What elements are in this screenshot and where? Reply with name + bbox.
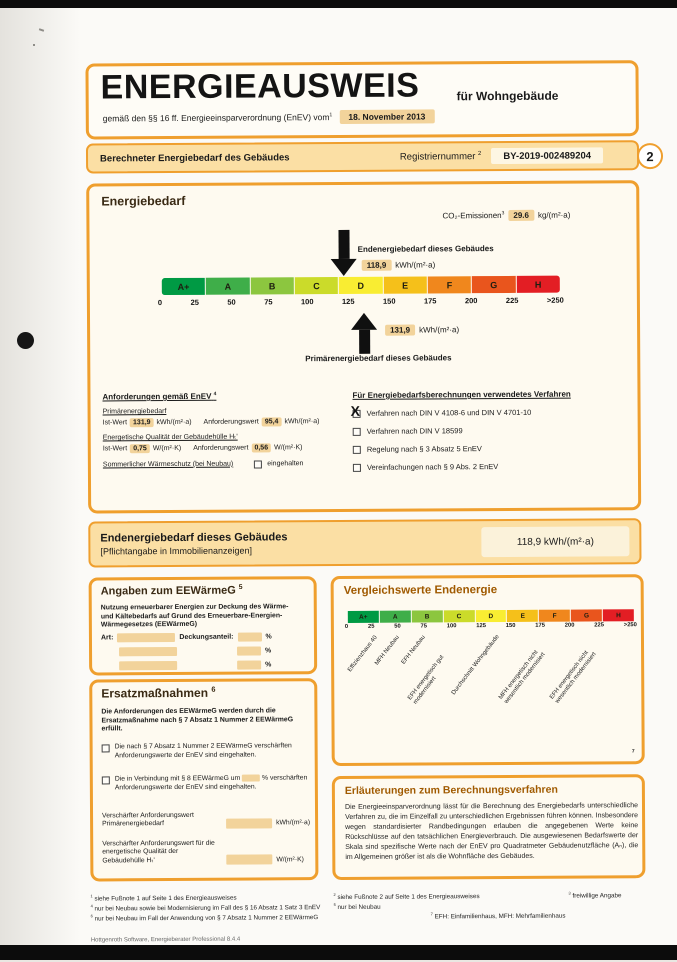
tick-label: 75 <box>421 623 427 629</box>
eingehalten-label: eingehalten <box>267 460 303 467</box>
scale-segment <box>348 611 379 623</box>
tick-label: >250 <box>547 296 564 305</box>
eewaermeg-footnote-marker: 5 <box>239 584 243 591</box>
requirement-unit: W/(m²·K) <box>276 856 304 865</box>
registry-bar <box>86 140 639 173</box>
requirement-value-field[interactable] <box>226 855 272 865</box>
erlaeuterungen-section <box>332 774 646 880</box>
requirements-footnote-marker: 4 <box>214 392 217 397</box>
tick-label: 100 <box>447 623 457 629</box>
scale-segment <box>539 610 570 622</box>
art-input-field[interactable] <box>119 647 177 656</box>
vergleichswerte-section <box>331 574 645 766</box>
section-title-ersatzmassnahmen <box>101 686 215 701</box>
ersatz-checkbox[interactable] <box>102 776 110 784</box>
scale-letter: F <box>553 612 557 619</box>
comparison-label: EFH energetisch nicht wesentlich modernisiert <box>549 633 609 705</box>
arrow-shaft <box>359 330 370 354</box>
requirement-label: Verschärfter Anforderungswert Primärenergiebedarf <box>102 812 222 830</box>
footnote-1 <box>91 895 237 903</box>
tightened-requirement-envelope <box>102 839 312 866</box>
section-title-eewaermeg <box>101 585 243 598</box>
eingehalten-checkbox[interactable] <box>254 460 262 468</box>
tick-label: 200 <box>565 623 575 629</box>
tick-label: 25 <box>191 298 199 307</box>
ersatz-footnote-marker: 6 <box>211 685 215 694</box>
scale-segment <box>472 276 515 293</box>
erlaeuterungen-body: Die Energieeinsparverordnung lässt für die Berechnung des Energiebedarfs unterschiedliche Verfahren zu, die im Einzelfall zu unterschiedlichen Ergebnissen führen können. Insbesondere wegen standardisierter Randbedingungen erlauben die angegebenen Werte keine Rückschlüsse auf den tatsächlichen Energieverbrauch. Die ausgewiesenen Bedarfswerte der Skala sind spezifische Werte nach der EnEV pro Quadratmeter Gebäudenutzfläche (Aₙ), die im Allgemeinen größer ist als die Wohnfläche des Gebäudes. <box>345 801 638 862</box>
option2-text-pre: Die in Verbindung mit § 8 EEWärmeG um <box>115 775 240 783</box>
scale-letter: E <box>521 612 525 619</box>
tick-label: 175 <box>424 296 437 305</box>
scale-segment <box>428 276 471 293</box>
primary-energy-value-line <box>385 324 459 335</box>
scale-segment <box>295 277 338 294</box>
ist-value: 0,75 <box>130 444 150 453</box>
tick-label: 225 <box>594 622 604 628</box>
footnote-2 <box>334 893 480 901</box>
art-label: Art: <box>101 634 113 641</box>
scale-letter: G <box>490 280 497 290</box>
registry-number-label <box>400 151 481 162</box>
ersatz-option-2 <box>102 774 308 793</box>
method-option <box>353 443 629 454</box>
software-credit: Hottgenroth Software, Energieberater Professional 8.4.4 <box>91 937 240 944</box>
co2-value: 29.6 <box>508 210 534 221</box>
percent-sign: % <box>265 633 271 640</box>
scale-tick-labels <box>158 296 564 307</box>
tick-label: 100 <box>301 297 314 306</box>
requirement-row1-values <box>103 417 349 428</box>
requirement-label: Verschärfter Anforderungswert für die energetische Qualität der Gebäudehülle Hₜ' <box>102 840 222 866</box>
scale-letter: H <box>535 279 542 289</box>
footnote-marker: 3 <box>569 890 571 895</box>
footnote-marker: 7 <box>431 911 433 916</box>
page-number-badge: 2 <box>637 143 663 169</box>
tightened-requirement-primary <box>102 811 312 829</box>
method-option <box>353 425 629 436</box>
eewaermeg-row <box>101 646 311 656</box>
share-input-field[interactable] <box>237 646 261 655</box>
method-option <box>353 461 629 472</box>
method-checkbox[interactable] <box>353 427 361 435</box>
calculation-methods-column <box>352 389 629 481</box>
end-energy-arrow-label: Endenergiebedarf dieses Gebäudes <box>358 244 494 254</box>
law-reference-line <box>103 109 435 125</box>
requirement-value-field[interactable] <box>226 818 272 828</box>
footnote-text: nur bei Neubau sowie bei Modernisierung im Fall des § 16 Absatz 1 Satz 3 EnEV <box>95 904 321 912</box>
checkbox-x-mark: X <box>351 403 360 417</box>
scale-segment <box>250 277 293 294</box>
footnote-marker: 2 <box>334 892 336 897</box>
tick-label: 0 <box>158 298 162 307</box>
footnote-7 <box>431 913 566 921</box>
footnote-5 <box>334 904 381 911</box>
energy-efficiency-scale <box>162 276 560 295</box>
scale-letter: F <box>447 280 453 290</box>
deckungsanteil-label: Deckungsanteil: <box>179 634 233 641</box>
anforderung-unit: kWh/(m²·a) <box>284 418 319 425</box>
scale-letter: C <box>313 281 320 291</box>
scale-letter: H <box>616 612 621 619</box>
comparison-label: EFH Neubau <box>401 634 428 666</box>
method-checkbox[interactable] <box>353 409 361 417</box>
footnote-text: nur bei Neubau <box>338 904 381 911</box>
tick-label: 50 <box>394 624 400 630</box>
primary-energy-value: 131,9 <box>385 325 415 336</box>
share-input-field[interactable] <box>237 660 261 669</box>
eewaermeg-intro: Nutzung erneuerbarer Energien zur Deckung des Wärme- und Kältebedarfs auf Grund des Erneuerbare-Energien-Wärmegesetzes (EEWärmeG) <box>101 603 295 630</box>
arrow-head <box>351 313 377 330</box>
scale-segment <box>475 610 506 622</box>
certificate-type-label: Berechneter Energiebedarf des Gebäudes <box>100 151 390 164</box>
option2-text-post: % verschärften Anforderungswerte der EnEV sind eingehalten. <box>115 774 308 791</box>
section-title-vergleichswerte: Vergleichswerte Endenergie <box>344 584 497 597</box>
footnote-3 <box>569 892 622 899</box>
vergleich-footnote-marker <box>632 749 635 758</box>
percent-sign: % <box>265 647 271 654</box>
ersatz-title-text: Ersatzmaßnahmen <box>101 686 208 701</box>
method-checkbox[interactable] <box>353 445 361 453</box>
tick-label: 225 <box>506 296 519 305</box>
percent-input-field[interactable] <box>242 774 260 781</box>
summer-label: Sommerlicher Wärmeschutz (bei Neubau) <box>103 460 233 468</box>
methods-title: Für Energiebedarfsberechnungen verwendetes Verfahren <box>352 389 628 400</box>
comparison-scale <box>348 609 634 623</box>
end-energy-summary-subtitle: [Pflichtangabe in Immobilienanzeigen] <box>100 544 481 556</box>
eewaermeg-title-text: Angaben zum EEWärmeG <box>101 585 236 598</box>
comparison-label: MFH Neubau <box>374 635 401 667</box>
energiebedarf-section <box>86 180 641 513</box>
footnote-text: EFH: Einfamilienhaus, MFH: Mehrfamilienhaus <box>435 913 566 921</box>
footnotes-block <box>91 892 647 927</box>
scale-segment <box>443 610 474 622</box>
summer-heat-protection-row <box>103 459 349 469</box>
scale-letter: A <box>393 613 398 620</box>
method-label: Regelung nach § 3 Absatz 5 EnEV <box>367 444 482 454</box>
art-input-field[interactable] <box>117 633 175 642</box>
tick-label: 175 <box>535 623 545 629</box>
registry-label-text: Registriernummer <box>400 151 476 162</box>
tick-label: 125 <box>342 297 355 306</box>
ist-unit: W/(m²·K) <box>153 445 181 452</box>
method-checkbox[interactable] <box>353 463 361 471</box>
end-energy-summary-bar <box>88 518 641 567</box>
tick-label: 150 <box>506 623 516 629</box>
issue-date-value: 18. November 2013 <box>339 109 434 124</box>
primary-energy-unit: kWh/(m²·a) <box>419 325 459 334</box>
comparison-tick-labels <box>345 622 637 630</box>
eewaermeg-section <box>89 576 318 675</box>
anforderung-label: Anforderungswert <box>204 418 259 425</box>
end-energy-value-line <box>362 259 436 270</box>
art-input-field[interactable] <box>119 661 177 670</box>
scale-letter: D <box>357 280 364 290</box>
method-option <box>353 407 629 418</box>
share-input-field[interactable] <box>237 632 261 641</box>
ersatz-checkbox[interactable] <box>102 744 110 752</box>
scale-letter: E <box>402 280 408 290</box>
scale-segment <box>412 610 443 622</box>
footnote-4 <box>91 904 321 912</box>
tick-label: 125 <box>476 623 486 629</box>
end-energy-value: 118,9 <box>362 260 392 271</box>
scale-letter: A+ <box>359 613 368 620</box>
tick-label: 200 <box>465 296 478 305</box>
footnote-marker: 6 <box>91 913 93 918</box>
scale-letter: A+ <box>178 281 190 291</box>
anforderung-unit: W/(m²·K) <box>274 444 302 451</box>
footnote-marker: 4 <box>91 903 93 908</box>
scale-letter: A <box>225 281 232 291</box>
scale-segment <box>339 277 382 294</box>
co2-label-text: CO₂-Emissionen <box>442 211 501 220</box>
tick-label: >250 <box>624 622 637 628</box>
footnote-marker: 1 <box>91 893 93 898</box>
law-footnote-marker: 1 <box>329 112 332 118</box>
eewaermeg-row <box>101 660 311 670</box>
footnote-text: siehe Fußnote 1 auf Seite 1 des Energieausweises <box>94 895 236 903</box>
footnote-text: nur bei Neubau im Fall der Anwendung von § 7 Absatz 1 Nummer 2 EEWärmeG <box>95 914 319 922</box>
scale-segment <box>516 276 559 293</box>
co2-label <box>442 211 504 220</box>
tick-label: 75 <box>264 297 272 306</box>
enev-requirements-column <box>102 391 348 469</box>
ersatz-option-label <box>115 774 308 793</box>
ist-label: Ist-Wert <box>103 445 127 452</box>
requirement-row2-values <box>103 443 349 454</box>
comparison-label: EFH energetisch gut modernisiert <box>407 634 467 706</box>
law-text <box>103 112 333 123</box>
scale-letter: B <box>269 281 276 291</box>
ersatz-intro: Die Anforderungen des EEWärmeG werden durch die Ersatzmaßnahme nach § 7 Absatz 1 Nummer 2 EEWärmeG erfüllt. <box>101 707 307 734</box>
eewaermeg-row <box>101 632 311 642</box>
scale-letter: D <box>488 613 493 620</box>
tick-label: 150 <box>383 297 396 306</box>
percent-sign: % <box>265 661 271 668</box>
building-type-label: für Wohngebäude <box>457 89 559 104</box>
requirements-title <box>102 391 348 402</box>
tick-label: 25 <box>368 624 374 630</box>
tick-label: 0 <box>345 624 348 630</box>
section-title-erlaeuterungen: Erläuterungen zum Berechnungsverfahren <box>345 784 558 797</box>
method-label: Verfahren nach DIN V 4108-6 und DIN V 4701-10 <box>367 408 532 418</box>
section-title-energiebedarf: Energiebedarf <box>101 194 185 209</box>
scale-letter: C <box>457 613 462 620</box>
primary-energy-arrow-label: Primärenergiebedarf dieses Gebäudes <box>305 353 451 363</box>
end-energy-summary-title: Endenergiebedarf dieses Gebäudes <box>100 530 481 544</box>
anforderung-value: 95,4 <box>262 417 282 426</box>
arrow-shaft <box>338 230 349 259</box>
requirement-unit: kWh/(m²·a) <box>276 820 310 829</box>
requirements-title-text: Anforderungen gemäß EnEV <box>102 392 211 402</box>
requirement-row1-name: Primärenergiebedarf <box>103 407 349 416</box>
scale-segment <box>603 609 634 621</box>
ist-unit: kWh/(m²·a) <box>157 419 192 426</box>
arrow-head <box>331 259 357 276</box>
footnote-marker: 5 <box>334 902 336 907</box>
anforderung-value: 0,56 <box>251 443 271 452</box>
tick-label: 50 <box>227 298 235 307</box>
registry-number-value: BY-2019-002489204 <box>491 147 603 164</box>
ersatz-option-label: Die nach § 7 Absatz 1 Nummer 2 EEWärmeG verschärften Anforderungswerte der EnEV sind eingehalten. <box>115 742 308 761</box>
end-energy-pointer-arrow-icon <box>330 230 356 276</box>
anforderung-label: Anforderungswert <box>193 445 248 452</box>
ersatz-option-1 <box>102 742 308 761</box>
co2-unit: kg/(m²·a) <box>538 211 571 220</box>
method-label: Vereinfachungen nach § 9 Abs. 2 EnEV <box>367 462 498 472</box>
law-text-body: gemäß den §§ 16 ff. Energieeinsparverordnung (EnEV) vom <box>103 112 330 123</box>
scale-segment <box>571 609 602 621</box>
footnote-7-marker: 7 <box>632 750 635 755</box>
scale-segment <box>507 610 538 622</box>
end-energy-summary-text <box>100 530 481 556</box>
primary-energy-pointer-arrow-icon <box>351 313 377 354</box>
method-label: Verfahren nach DIN V 18599 <box>367 426 463 436</box>
end-energy-unit: kWh/(m²·a) <box>395 260 435 269</box>
ersatzmassnahmen-section <box>89 678 318 881</box>
end-energy-summary-value: 118,9 kWh/(m²·a) <box>481 526 629 557</box>
document-title: ENERGIEAUSWEIS <box>100 66 419 107</box>
scale-segment <box>380 611 411 623</box>
comparison-label: Effizienzhaus 40 <box>347 635 379 674</box>
registry-footnote-marker: 2 <box>478 150 481 156</box>
comparison-label: Durchschnitt Wohngebäude <box>451 634 502 697</box>
scale-letter: G <box>584 612 589 619</box>
footnote-text: freiwillige Angabe <box>572 892 621 899</box>
header-box <box>85 60 638 139</box>
co2-emissions-line <box>442 210 570 222</box>
scale-segment <box>206 278 249 295</box>
co2-footnote-marker: 3 <box>502 211 505 216</box>
ist-label: Ist-Wert <box>103 419 127 426</box>
footnote-6 <box>91 914 319 922</box>
footnote-text: siehe Fußnote 2 auf Seite 1 des Energieausweises <box>337 893 479 901</box>
comparison-label: MFH energetisch nicht wesentlich modernisiert <box>498 634 558 706</box>
requirement-row2-name: Energetische Qualität der Gebäudehülle Hₜ' <box>103 432 349 442</box>
scale-segment <box>383 276 426 293</box>
ist-value: 131,9 <box>130 418 154 427</box>
scale-segment <box>162 278 205 295</box>
scale-letter: B <box>425 613 430 620</box>
